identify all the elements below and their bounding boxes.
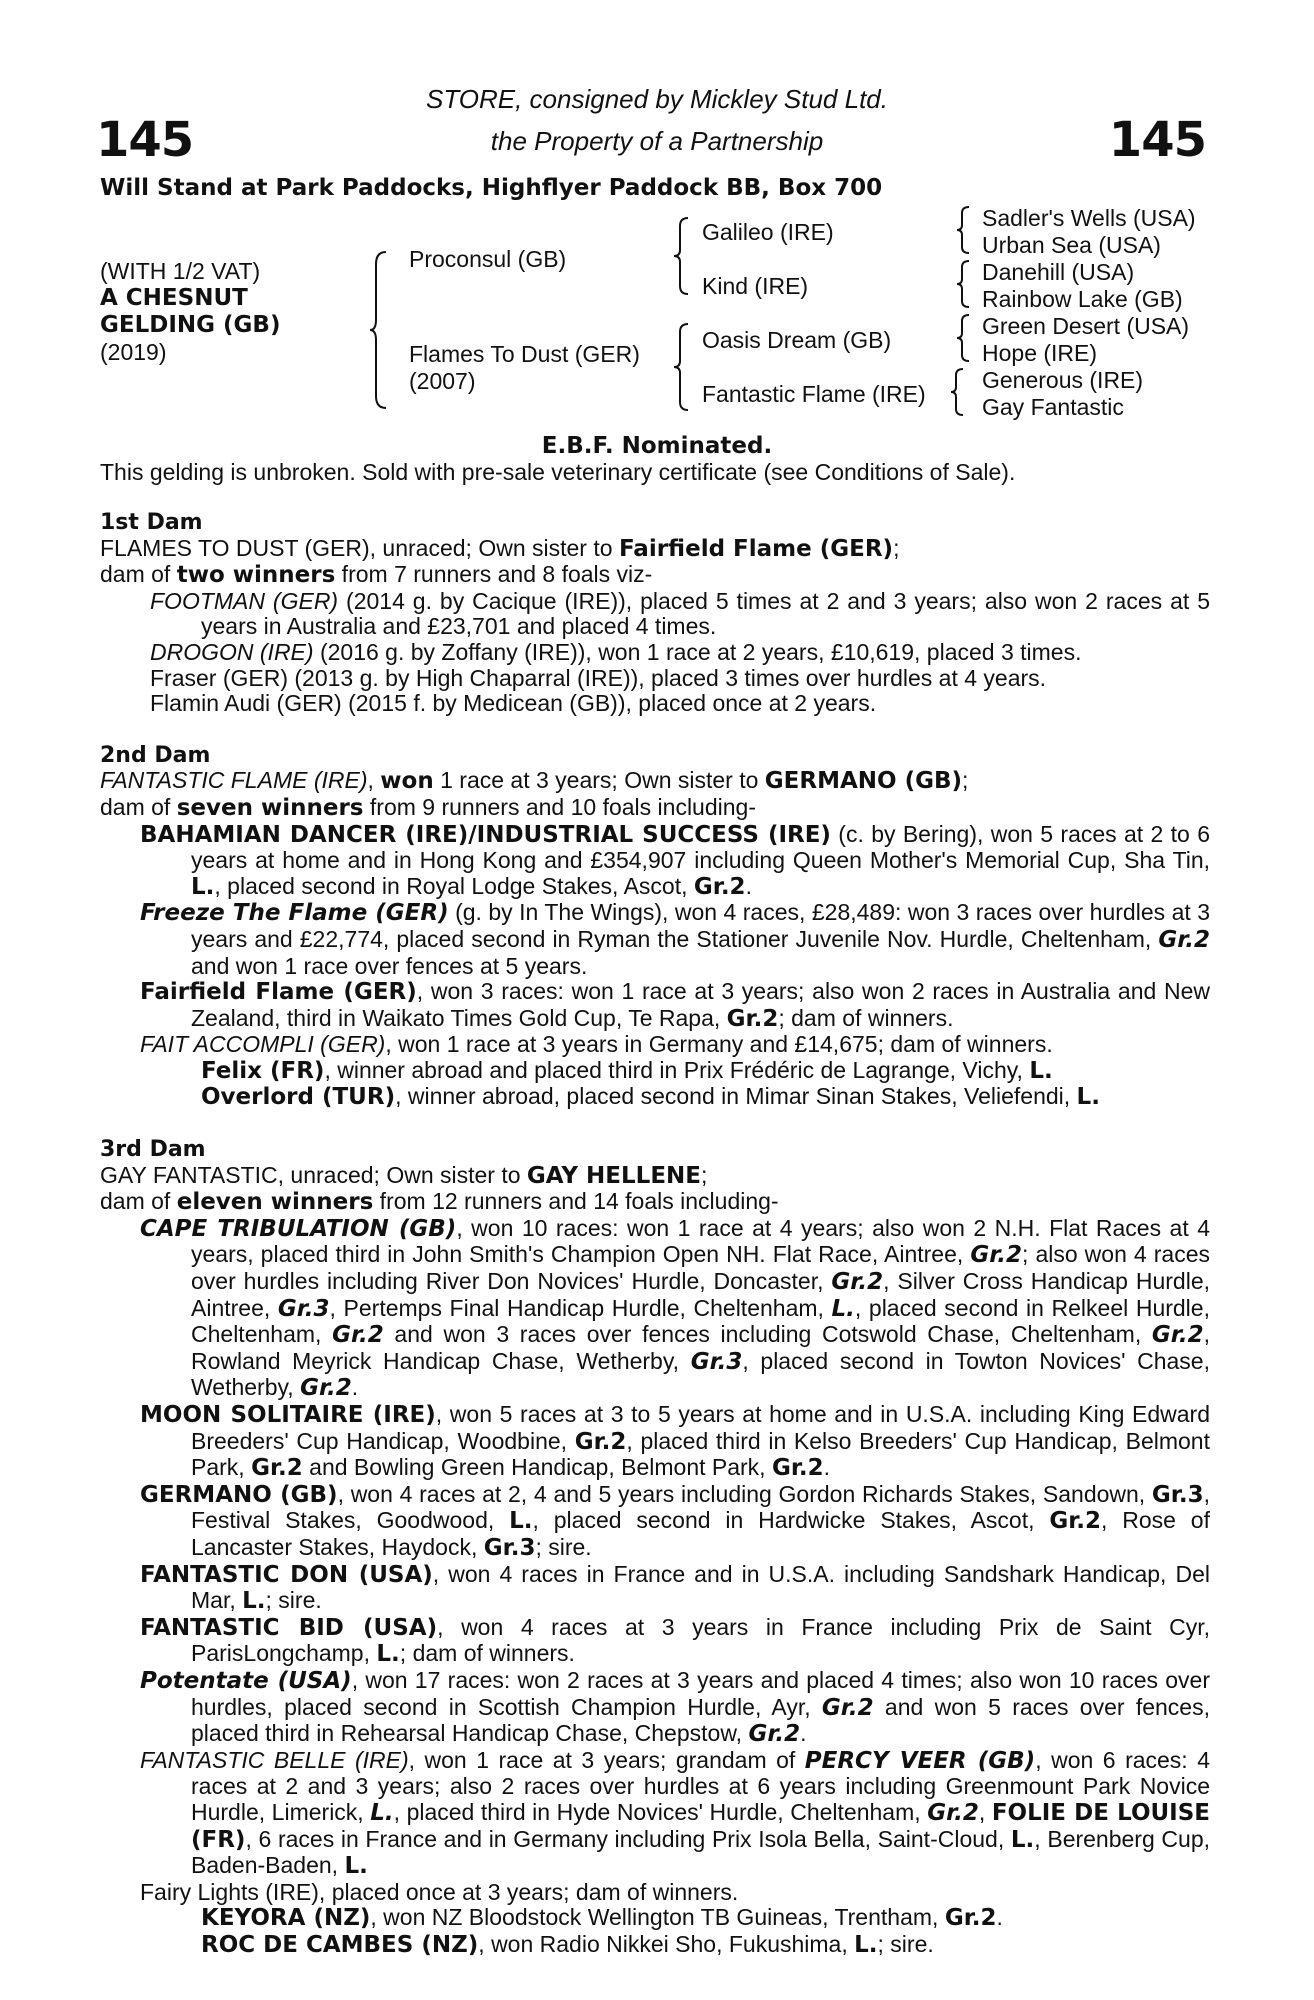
lot-number-left: 145 <box>96 112 194 168</box>
pedigree-brace-galileo <box>955 205 973 255</box>
third-dam-line-1: GAY FANTASTIC, unraced; Own sister to GAY HELLENE; <box>100 1161 708 1189</box>
second-dam-grandprod-1: Felix (FR), winner abroad and placed third in Prix Frédéric de Lagrange, Vichy, L. <box>201 1056 1053 1084</box>
third-dam-produce-3: GERMANO (GB), won 4 races at 2, 4 and 5 years including Gordon Richards Stakes, Sandown, Gr.3, Festival Stakes, Goodwood, L., placed second in Hardwicke Stakes, Ascot, Gr.2, Rose of Lancaster Stakes, Haydock, Gr.3; sire. <box>140 1480 1210 1561</box>
second-dam-produce-3: Fairfield Flame (GER), won 3 races: won 1 race at 3 years; also won 2 races in Australia and New Zealand, third in Waikato Times Gold Cup, Te Rapa, Gr.2; dam of winners. <box>140 978 1210 1032</box>
pedigree-brace-sire <box>672 216 692 296</box>
first-dam-heading: 1st Dam <box>100 510 203 535</box>
first-dam-produce-2: DROGON (IRE) (2016 g. by Zoffany (IRE)), won 1 race at 2 years, £10,619, placed 3 times. <box>150 638 1082 665</box>
horse-year: (2019) <box>100 339 167 365</box>
pedigree-dsd: Hope (IRE) <box>982 340 1098 366</box>
second-dam-produce-4: FAIT ACCOMPLI (GER), won 1 race at 3 years in Germany and £14,675; dam of winners. <box>140 1031 1053 1058</box>
first-dam-produce-1: FOOTMAN (GER) (2014 g. by Cacique (IRE)), placed 5 times at 2 and 3 years; also won 2 races at 5 years in Australia and £23,701 and placed 4 times. <box>150 587 1210 640</box>
third-dam-grandprod-1: KEYORA (NZ), won NZ Bloodstock Wellington TB Guineas, Trentham, Gr.2. <box>201 1904 1003 1932</box>
first-dam-line-1: FLAMES TO DUST (GER), unraced; Own sister to Fairfield Flame (GER); <box>100 534 900 562</box>
pedigree-ssd: Urban Sea (USA) <box>982 232 1161 258</box>
pedigree-sire-sire: Galileo (IRE) <box>702 219 834 245</box>
unbroken-note: This gelding is unbroken. Sold with pre-sale veterinary certificate (see Conditions of Sale). <box>100 459 1016 485</box>
pedigree-brace-dam <box>672 322 692 412</box>
pedigree-brace-main <box>368 250 390 410</box>
third-dam-line-2: dam of eleven winners from 12 runners and 14 foals including- <box>100 1188 779 1216</box>
lot-number-right: 145 <box>1108 112 1206 168</box>
first-dam-line-2: dam of two winners from 7 runners and 8 foals viz- <box>100 561 653 589</box>
third-dam-grandprod-2: ROC DE CAMBES (NZ), won Radio Nikkei Sho, Fukushima, L.; sire. <box>201 1930 934 1958</box>
pedigree-sire-dam: Kind (IRE) <box>702 273 809 299</box>
pedigree-sss: Sadler's Wells (USA) <box>982 205 1196 231</box>
pedigree-sds: Danehill (USA) <box>982 259 1135 285</box>
produce-record <box>100 510 1210 1958</box>
third-dam-produce-4: FANTASTIC DON (USA), won 4 races in France and in U.S.A. including Sandshark Handicap, Del Mar, L.; sire. <box>140 1560 1210 1615</box>
first-dam-produce-4: Flamin Audi (GER) (2015 f. by Medicean (GB)), placed once at 2 years. <box>150 690 877 717</box>
consignor-line-1: STORE, consigned by Mickley Stud Ltd. <box>426 84 888 114</box>
pedigree-sdd: Rainbow Lake (GB) <box>982 286 1183 312</box>
ebf-nominated: E.B.F. Nominated. <box>541 433 773 459</box>
pedigree-ddd: Gay Fantastic <box>982 394 1124 420</box>
third-dam-produce-5: FANTASTIC BID (USA), won 4 races at 3 years in France including Prix de Saint Cyr, ParisLongchamp, L.; dam of winners. <box>140 1613 1211 1668</box>
horse-desc-2: GELDING (GB) <box>100 312 281 338</box>
first-dam-produce-3: Fraser (GER) (2013 g. by High Chaparral (IRE)), placed 3 times over hurdles at 4 years. <box>150 664 1047 691</box>
second-dam-produce-2: Freeze The Flame (GER) (g. by In The Wings), won 4 races, £28,489: won 3 races over hurdles at 3 years and £22,774, placed second in Ryman the Stationer Juvenile Nov. Hurdle, Cheltenham, Gr.2 and won 1 race over fences at 5 years. <box>140 899 1211 979</box>
pedigree-dss: Green Desert (USA) <box>982 313 1190 339</box>
stand-location: Will Stand at Park Paddocks, Highflyer Paddock BB, Box 700 <box>100 175 883 201</box>
third-dam-produce-2: MOON SOLITAIRE (IRE), won 5 races at 3 to 5 years at home and in U.S.A. including King Edward Breeders' Cup Handicap, Woodbine, Gr.2, placed third in Kelso Breeders' Cup Handicap, Belmont Park, Gr.2 and Bowling Green Handicap, Belmont Park, Gr.2. <box>140 1401 1210 1482</box>
third-dam-produce-1: CAPE TRIBULATION (GB), won 10 races: won 1 race at 4 years; also won 2 N.H. Flat Races at 4 years, placed third in John Smith's Champion Open NH. Flat Race, Aintree, Gr.2; also won 4 races over hurdles including River Don Novices' Hurdle, Doncaster, Gr.2, Silver Cross Handicap Hurdle, Aintree, Gr.3, Pertemps Final Handicap Hurdle, Cheltenham, L., placed second in Relkeel Hurdle, Cheltenham, Gr.2 and won 3 races over fences including Cotswold Chase, Cheltenham, Gr.2, Rowland Meyrick Handicap Chase, Wetherby, Gr.3, placed second in Towton Novices' Chase, Wetherby, Gr.2. <box>140 1214 1210 1402</box>
pedigree-dam-dam: Fantastic Flame (IRE) <box>702 381 926 407</box>
pedigree-sire: Proconsul (GB) <box>409 246 567 272</box>
pedigree-brace-kind <box>955 259 973 309</box>
pedigree-dam-sire: Oasis Dream (GB) <box>702 327 892 353</box>
pedigree-dam-year: (2007) <box>409 368 476 394</box>
second-dam-heading: 2nd Dam <box>100 742 211 768</box>
second-dam-produce-1: BAHAMIAN DANCER (IRE)/INDUSTRIAL SUCCESS (IRE) (c. by Bering), won 5 races at 2 to 6 years at home and in Hong Kong and £354,907 including Queen Mother's Memorial Cup, Sha Tin, L., placed second in Royal Lodge Stakes, Ascot, Gr.2. <box>140 820 1210 900</box>
pedigree-dam: Flames To Dust (GER) <box>409 341 640 367</box>
second-dam-line-1: FANTASTIC FLAME (IRE), won 1 race at 3 years; Own sister to GERMANO (GB); <box>100 767 969 795</box>
pedigree-dds: Generous (IRE) <box>982 367 1144 393</box>
third-dam-produce-6: Potentate (USA), won 17 races: won 2 races at 3 years and placed 4 times; also won 10 races over hurdles, placed second in Scottish Champion Hurdle, Ayr, Gr.2 and won 5 races over fences, placed third in Rehearsal Handicap Chase, Chepstow, Gr.2. <box>140 1666 1210 1748</box>
vat-note: (WITH 1/2 VAT) <box>100 258 261 284</box>
horse-desc-1: A CHESNUT <box>100 285 248 311</box>
consignor-line-2: the Property of a Partnership <box>490 126 824 156</box>
third-dam-heading: 3rd Dam <box>100 1137 206 1163</box>
pedigree-brace-oasis-dream <box>955 313 973 363</box>
third-dam-produce-8: Fairy Lights (IRE), placed once at 3 years; dam of winners. <box>140 1878 739 1905</box>
pedigree-brace-fantastic-flame <box>949 367 967 417</box>
third-dam-produce-7: FANTASTIC BELLE (IRE), won 1 race at 3 years; grandam of PERCY VEER (GB), won 6 races: 4 races at 2 and 3 years; also 2 races over hurdles at 6 years including Greenmount Park Novice Hurdle, Limerick, L., placed third in Hyde Novices' Hurdle, Cheltenham, Gr.2, FOLIE DE LOUISE (FR), 6 races in France and in Germany including Prix Isola Bella, Saint-Cloud, L., Berenberg Cup, Baden-Baden, L. <box>140 1746 1211 1880</box>
second-dam-grandprod-2: Overlord (TUR), winner abroad, placed second in Mimar Sinan Stakes, Veliefendi, L. <box>201 1083 1100 1111</box>
second-dam-line-2: dam of seven winners from 9 runners and 10 foals including- <box>100 793 756 821</box>
